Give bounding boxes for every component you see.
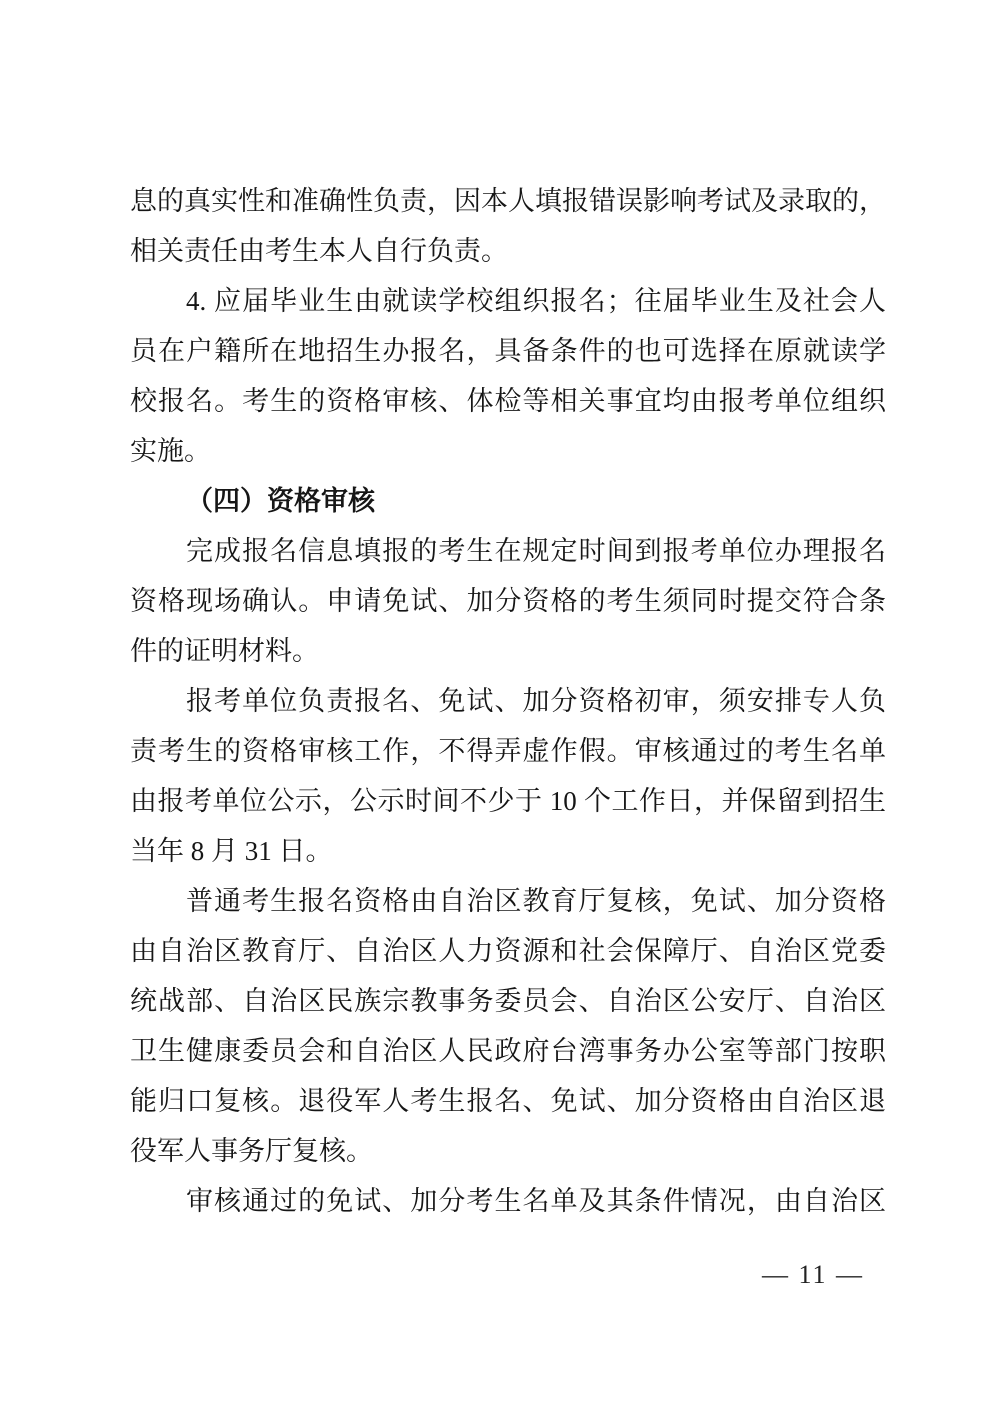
text-line: 实施。 [130,436,211,466]
text-line: 息的真实性和准确性负责，因本人填报错误影响考试及录取的， [130,186,886,216]
text-line: 完成报名信息填报的考生在规定时间到报考单位办理报名 [186,536,886,566]
text-line: 卫生健康委员会和自治区人民政府台湾事务办公室等部门按职 [130,1036,886,1066]
text-line: 由报考单位公示，公示时间不少于 10 个工作日，并保留到招生 [130,786,886,816]
text-body [130,176,886,1226]
text-line: 资格现场确认。申请免试、加分资格的考生须同时提交符合条 [130,586,886,616]
text-line: 能归口复核。退役军人考生报名、免试、加分资格由自治区退 [130,1086,886,1116]
section-heading: （四）资格审核 [186,486,375,516]
text-line: 员在户籍所在地招生办报名，具备条件的也可选择在原就读学 [130,336,886,366]
text-line: 由自治区教育厅、自治区人力资源和社会保障厅、自治区党委 [130,936,886,966]
page-number: — 11 — [761,1260,864,1289]
text-line: 役军人事务厅复核。 [130,1136,373,1166]
text-line: 统战部、自治区民族宗教事务委员会、自治区公安厅、自治区 [130,986,886,1016]
text-line: 审核通过的免试、加分考生名单及其条件情况，由自治区 [186,1186,886,1216]
text-line: 当年 8 月 31 日。 [130,836,333,866]
text-line: 普通考生报名资格由自治区教育厅复核，免试、加分资格 [186,886,886,916]
text-line: 责考生的资格审核工作，不得弄虚作假。审核通过的考生名单 [130,736,886,766]
text-line: 相关责任由考生本人自行负责。 [130,236,508,266]
text-line: 报考单位负责报名、免试、加分资格初审，须安排专人负 [186,686,886,716]
text-line: 校报名。考生的资格审核、体检等相关事宜均由报考单位组织 [130,386,886,416]
text-line: 件的证明材料。 [130,636,319,666]
text-line: 4. 应届毕业生由就读学校组织报名；往届毕业生及社会人 [186,286,886,316]
